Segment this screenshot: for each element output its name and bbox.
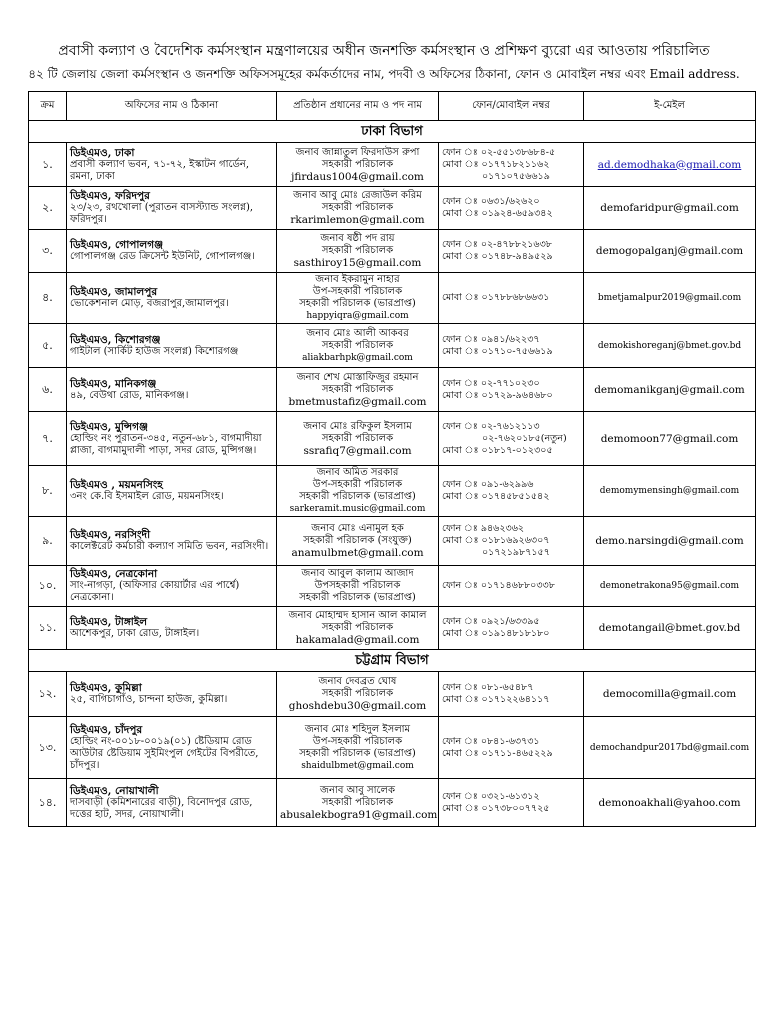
phone-line: ০২-৭৬২০১৮৫(নতুন) [482,432,567,444]
row-serial: ১২. [29,672,67,717]
office-name: ডিইএমও, মানিকগঞ্জ [70,377,157,390]
phone-line: মোবা ঃ ০১৭১২২৬৪১১৭ [442,694,550,705]
office-cell [67,466,277,517]
office-name: ডিইএমও, কিশোরগঞ্জ [70,333,161,346]
col-head-header: প্রতিষ্ঠান প্রধানের নাম ও পদ নাম [277,92,439,121]
head-line: জনাব জান্নাতুল ফিরদাউস রুপা [295,146,420,158]
head-cell [277,607,439,650]
office-address: ২৩/২৩, রথখোলা (পুরাতন বাসস্ট্যান্ড সংলগ্ন), ফরিদপুর। [70,202,254,225]
office-name: ডিইএমও , ময়মনসিংহ [70,479,163,491]
table-row [29,466,756,517]
table-row [29,607,756,650]
phone-cell [439,566,584,607]
head-cell [277,517,439,566]
row-serial: ১৪. [29,779,67,827]
office-address: ৩নং কে.বি ইসমাইল রোড, ময়মনসিংহ। [70,491,224,502]
office-email: bmetjamalpur2019@gmail.com [597,293,742,303]
row-serial: ৩. [29,230,67,273]
document-title: প্রবাসী কল্যাণ ও বৈদেশিক কর্মসংস্থান মন্ত্রণালয়ের অধীন জনশক্তি কর্মসংস্থান ও প্রশিক্ষণ ব্যুরো এর আওতায় পরিচালিত [58,43,710,59]
phone-line: ০১৭২১৯৮৭১৫৭ [482,547,550,558]
email-cell [584,717,756,779]
head-line: সহকারী পরিচালক (ভারপ্রাপ্ত) [299,592,416,603]
office-address: গোপালগঞ্জ রেড ক্রিসেন্ট ইউনিট, গোপালগঞ্জ। [70,251,255,262]
office-email: demofaridpur@gmail.com [600,202,739,214]
row-serial: ৭. [29,412,67,466]
table-row [29,324,756,368]
office-address: প্রবাসী কল্যাণ ভবন, ৭১-৭২, ইস্কাটন গার্ডেন, রমনা, ঢাকা [70,158,250,182]
row-serial: ২. [29,187,67,230]
office-cell [67,368,277,412]
head-line: জনাব দেবব্রত ঘোষ [318,676,397,687]
table-row [29,779,756,827]
office-email: demomoon77@gmail.com [600,432,739,445]
row-serial: ৪. [29,273,67,324]
head-cell [277,187,439,230]
office-address: ৪৯, বেউথা রোড, মানিকগঞ্জ। [70,389,189,401]
row-serial: ১৩. [29,717,67,779]
head-email: hakamalad@gmail.com [295,634,420,646]
office-cell [67,143,277,187]
head-line: সহকারী পরিচালক [321,158,394,170]
table-row [29,230,756,273]
phone-cell [439,607,584,650]
office-cell [67,779,277,827]
head-email: jfirdaus1004@gmail.com [291,170,424,183]
email-cell [584,412,756,466]
head-email: sasthiroy15@gmail.com [293,257,422,269]
head-cell [277,230,439,273]
phone-line: ফোন ঃ ০২-৭৭১০২৩০ [442,377,540,389]
office-address: ২৫, বাগিচাগাঁও, চান্দনা হাউজ, কুমিল্লা। [70,694,228,705]
head-line: জনাব শেখ মোস্তাফিজুর রহমান [296,371,419,383]
col-email-header: ই-মেইল [584,92,756,121]
office-address: হোল্ডিং নং পুরাতন-৩৪৫, নতুন-৬৮১, বাগমাদীয়া প্লাজা, বাগমামুদালী পাড়া, সদর রোড, মুন্সিগঞ্জ। [70,432,262,456]
phone-cell [439,187,584,230]
table-body [29,121,756,827]
head-email: happyiqra@gmail.com [306,311,409,321]
office-email[interactable]: ad.demodhaka@gmail.com [597,158,742,171]
row-serial: ১০. [29,566,67,607]
head-email: ghoshdebu30@gmail.com [288,700,427,712]
office-name: ডিইএমও, চাঁদপুর [70,723,143,736]
office-name: ডিইএমও, ঢাকা [70,146,135,159]
office-name: ডিইএমও, গোপালগঞ্জ [70,239,164,251]
office-cell [67,672,277,717]
head-cell [277,412,439,466]
office-cell [67,566,277,607]
phone-cell [439,717,584,779]
head-line: উপ-সহকারী পরিচালক [312,479,403,490]
head-line: সহকারী পরিচালক [321,796,394,808]
phone-cell [439,412,584,466]
phone-line: ফোন ঃ ০২-৫৫১৩৮৬৮৪-৫ [442,146,556,158]
table-row [29,273,756,324]
phone-line: ফোন ঃ ৯৪৬২৩৬২ [442,523,525,534]
office-cell [67,187,277,230]
phone-line: মোবা ঃ ০১৮১৭-০১২৩০৫ [442,444,553,456]
email-cell [584,368,756,412]
phone-line: ০১৭১০৭৫৬৬১৯ [482,170,550,182]
office-email: demo.narsingdi@gmail.com [595,535,744,547]
head-line: জনাব আবু মোঃ রেজাউল করিম [293,190,422,201]
email-cell [584,779,756,827]
division-name: চট্টগ্রাম বিভাগ [29,650,756,672]
email-cell [584,143,756,187]
phone-line: মোবা ঃ ০১৮১৬৯২৬৩০৭ [442,535,550,546]
email-cell [584,466,756,517]
table-row [29,143,756,187]
head-cell [277,779,439,827]
head-line: জনাব ষষ্ঠী পদ রায় [320,233,395,244]
office-address: ভোকেশনাল মোড়, বজরাপুর,জামালপুর। [70,298,229,309]
email-cell [584,672,756,717]
office-address: কালেক্টরেট কর্মচারী কল্যাণ সমিতি ভবন, নরসিংদী। [70,541,269,552]
phone-cell [439,517,584,566]
row-serial: ৬. [29,368,67,412]
office-email: demotangail@bmet.gov.bd [598,622,741,634]
head-cell [277,324,439,368]
table-row [29,517,756,566]
phone-line: ফোন ঃ ০২-৪৭৮৮২১৬৩৮ [442,239,552,250]
col-phone-header: ফোন/মোবাইল নম্বর [439,92,584,121]
table-header-row [29,92,756,121]
row-serial: ১১. [29,607,67,650]
phone-line: মোবা ঃ ০১৭৪৫৮৫১৫৪২ [442,491,550,502]
office-name: ডিইএমও, জামালপুর [70,286,158,298]
phone-line: মোবা ঃ ০১৭৮৮৬৮৬৬৩১ [442,292,550,303]
head-cell [277,717,439,779]
office-cell [67,412,277,466]
phone-line: ফোন ঃ ০৯৪১/৬২২৩৭ [442,333,540,345]
head-email: shaidulbmet@gmail.com [301,760,414,771]
office-cell [67,717,277,779]
phone-line: মোবা ঃ ০১৭৩৮০০৭৭২৫ [442,802,550,814]
phone-line: মোবা ঃ ০১৭৪৮-৯৪৯৫২৯ [442,251,553,262]
head-line: সহকারী পরিচালক [321,622,394,633]
office-name: ডিইএমও, নরসিংদী [70,529,151,541]
head-cell [277,566,439,607]
head-line: জনাব মোঃ শহিদুল ইসলাম [304,723,411,735]
office-cell [67,230,277,273]
head-line: জনাব ইকরামুন নাহার [315,274,400,285]
office-email: democomilla@gmail.com [602,688,737,700]
email-cell [584,566,756,607]
table-row [29,672,756,717]
head-cell [277,672,439,717]
phone-cell [439,324,584,368]
head-line: সহকারী পরিচালক [321,432,394,444]
head-line: জনাব মোঃ রফিকুল ইসলাম [303,420,412,432]
head-email: bmetmustafiz@gmail.com [288,395,427,408]
phone-line: ফোন ঃ ০২-৭৬১২১১৩ [442,420,540,432]
office-email: demochandpur2017bd@gmail.com [589,742,750,753]
office-email: demogopalganj@gmail.com [595,245,744,257]
head-email: abusalekbogra91@gmail.com [280,808,438,821]
col-serial-header: ক্রম [29,92,67,121]
phone-cell [439,273,584,324]
phone-line: ফোন ঃ ০৮৪১-৬৩৭৩১ [442,735,540,747]
head-line: সহকারী পরিচালক [321,245,394,256]
phone-line: ফোন ঃ ০৯১-৬২৯৯৬ [442,479,534,490]
head-line: সহকারী পরিচালক [321,339,394,351]
head-line: উপসহকারী পরিচালক [314,580,401,591]
division-name: ঢাকা বিভাগ [29,121,756,143]
phone-cell [439,466,584,517]
office-name: ডিইএমও, কুমিল্লা [70,682,142,694]
table-row [29,368,756,412]
head-line: জনাব অমিত সরকার [316,467,399,478]
division-row [29,650,756,672]
head-email: ssrafiq7@gmail.com [303,444,412,457]
phone-line: মোবা ঃ ০১৯২৪-৬৫৯৩৪২ [442,208,553,219]
head-line: জনাব মোঃ আলী আকবর [306,327,409,339]
head-email: anamulbmet@gmail.com [291,547,424,559]
head-line: সহকারী পরিচালক [321,383,394,395]
office-email: demomymensingh@gmail.com [599,486,740,496]
email-cell [584,607,756,650]
office-name: ডিইএমও, নেত্রকোনা [70,568,158,580]
phone-cell [439,368,584,412]
email-cell [584,187,756,230]
phone-cell [439,230,584,273]
email-cell [584,517,756,566]
table-row [29,412,756,466]
head-email: aliakbarhpk@gmail.com [302,352,413,363]
office-name: ডিইএমও, টাঙ্গাইল [70,616,148,628]
head-line: উপ-সহকারী পরিচালক [312,735,403,747]
phone-line: ফোন ঃ ০৮১-৬৫৪৮৭ [442,682,534,693]
phone-line: মোবা ঃ ০১৭২৯-৯৬৪৬৮০ [442,389,553,401]
phone-line: মোবা ঃ ০১৯১৪৮১৮১৮০ [442,628,550,639]
office-address: দাসবাড়ী (কমিশনারের বাড়ী), বিনোদপুর রোড, দত্তের হাট, সদর, নোয়াখালী। [70,796,253,820]
office-address: সাং-নাগড়া, (অফিসার কোয়ার্টার এর পার্শ্বে) নেত্রকোনা। [70,580,240,603]
head-cell [277,273,439,324]
head-line: জনাব আবুল কালাম আজাদ [301,568,414,579]
col-office-header: অফিসের নাম ও ঠিকানা [67,92,277,121]
office-name: ডিইএমও, মুন্সিগঞ্জ [70,420,148,433]
head-email: rkarimlemon@gmail.com [290,214,425,226]
phone-line: মোবা ঃ ০১৭১০-৭৫৬৬১৯ [442,345,553,357]
head-line: সহকারী পরিচালক (ভারপ্রাপ্ত) [299,747,416,759]
table-row [29,566,756,607]
phone-line: মোবা ঃ ০১৭১১-৪৬৫২২৯ [442,747,553,759]
row-serial: ৮. [29,466,67,517]
phone-line: ফোন ঃ ০৯২১/৬৩৩৯৫ [442,616,540,627]
office-email: demomanikganj@gmail.com [594,383,745,396]
table-row [29,187,756,230]
row-serial: ৫. [29,324,67,368]
phone-line: মোবা ঃ ০১৭৭১৮২১১৬২ [442,158,550,170]
row-serial: ১. [29,143,67,187]
head-line: সহকারী পরিচালক (ভারপ্রাপ্ত) [299,298,416,309]
office-address: গাইটাল (সার্কিট হাউজ সংলগ্ন) কিশোরগঞ্জ [70,345,239,357]
office-cell [67,273,277,324]
phone-line: ফোন ঃ ০১৭১৪৬৮৮০৩৩৮ [442,580,555,591]
head-cell [277,368,439,412]
office-address: হোল্ডিং নং-০০১৮-০০১৯(০১) ষ্টেডিয়াম রোড আউটার ষ্টেডিয়াম সুইমিংপুল গেইটের বিপরীতে, চাঁদপুর। [70,735,259,771]
head-line: সহকারী পরিচালক (সংযুক্ত) [303,535,412,546]
head-line: সহকারী পরিচালক [321,202,394,213]
office-name: ডিইএমও, ফরিদপুর [70,190,150,202]
office-email: demonetrakona95@gmail.com [599,581,740,591]
head-line: জনাব আবু সালেক [320,784,395,796]
head-line: জনাব মোহাম্মদ হাসান আল কামাল [288,610,427,621]
office-email: demonoakhali@yahoo.com [598,796,741,809]
office-cell [67,517,277,566]
head-cell [277,466,439,517]
phone-line: ফোন ঃ ০৩২১-৬১৩১২ [442,790,540,802]
phone-cell [439,779,584,827]
head-line: সহকারী পরিচালক [321,688,394,699]
head-line: জনাব মোঃ এনামুল হক [311,523,404,534]
office-table [28,91,756,827]
office-name: ডিইএমও, নোয়াখালী [70,784,159,797]
division-row [29,121,756,143]
row-serial: ৯. [29,517,67,566]
head-line: উপ-সহকারী পরিচালক [312,286,403,297]
table-row [29,717,756,779]
phone-cell [439,672,584,717]
head-email: sarkeramit.music@gmail.com [289,504,426,514]
document-subtitle: ৪২ টি জেলায় জেলা কর্মসংস্থান ও জনশক্তি অফিসসমূহের কর্মকর্তাদের নাম, পদবী ও অফিসের ঠিকানা, ফোন ও মোবাইল নম্বর এবং Email address. [28,67,740,81]
phone-line: ফোন ঃ ০৬৩১/৬২৬২০ [442,196,540,207]
office-address: আশেকপুর, ঢাকা রোড, টাঙ্গাইল। [70,628,200,639]
office-email: demokishoreganj@bmet.gov.bd [597,340,742,351]
head-cell [277,143,439,187]
phone-cell [439,143,584,187]
head-line: সহকারী পরিচালক (ভারপ্রাপ্ত) [299,491,416,502]
email-cell [584,324,756,368]
office-cell [67,324,277,368]
office-cell [67,607,277,650]
email-cell [584,230,756,273]
email-cell [584,273,756,324]
